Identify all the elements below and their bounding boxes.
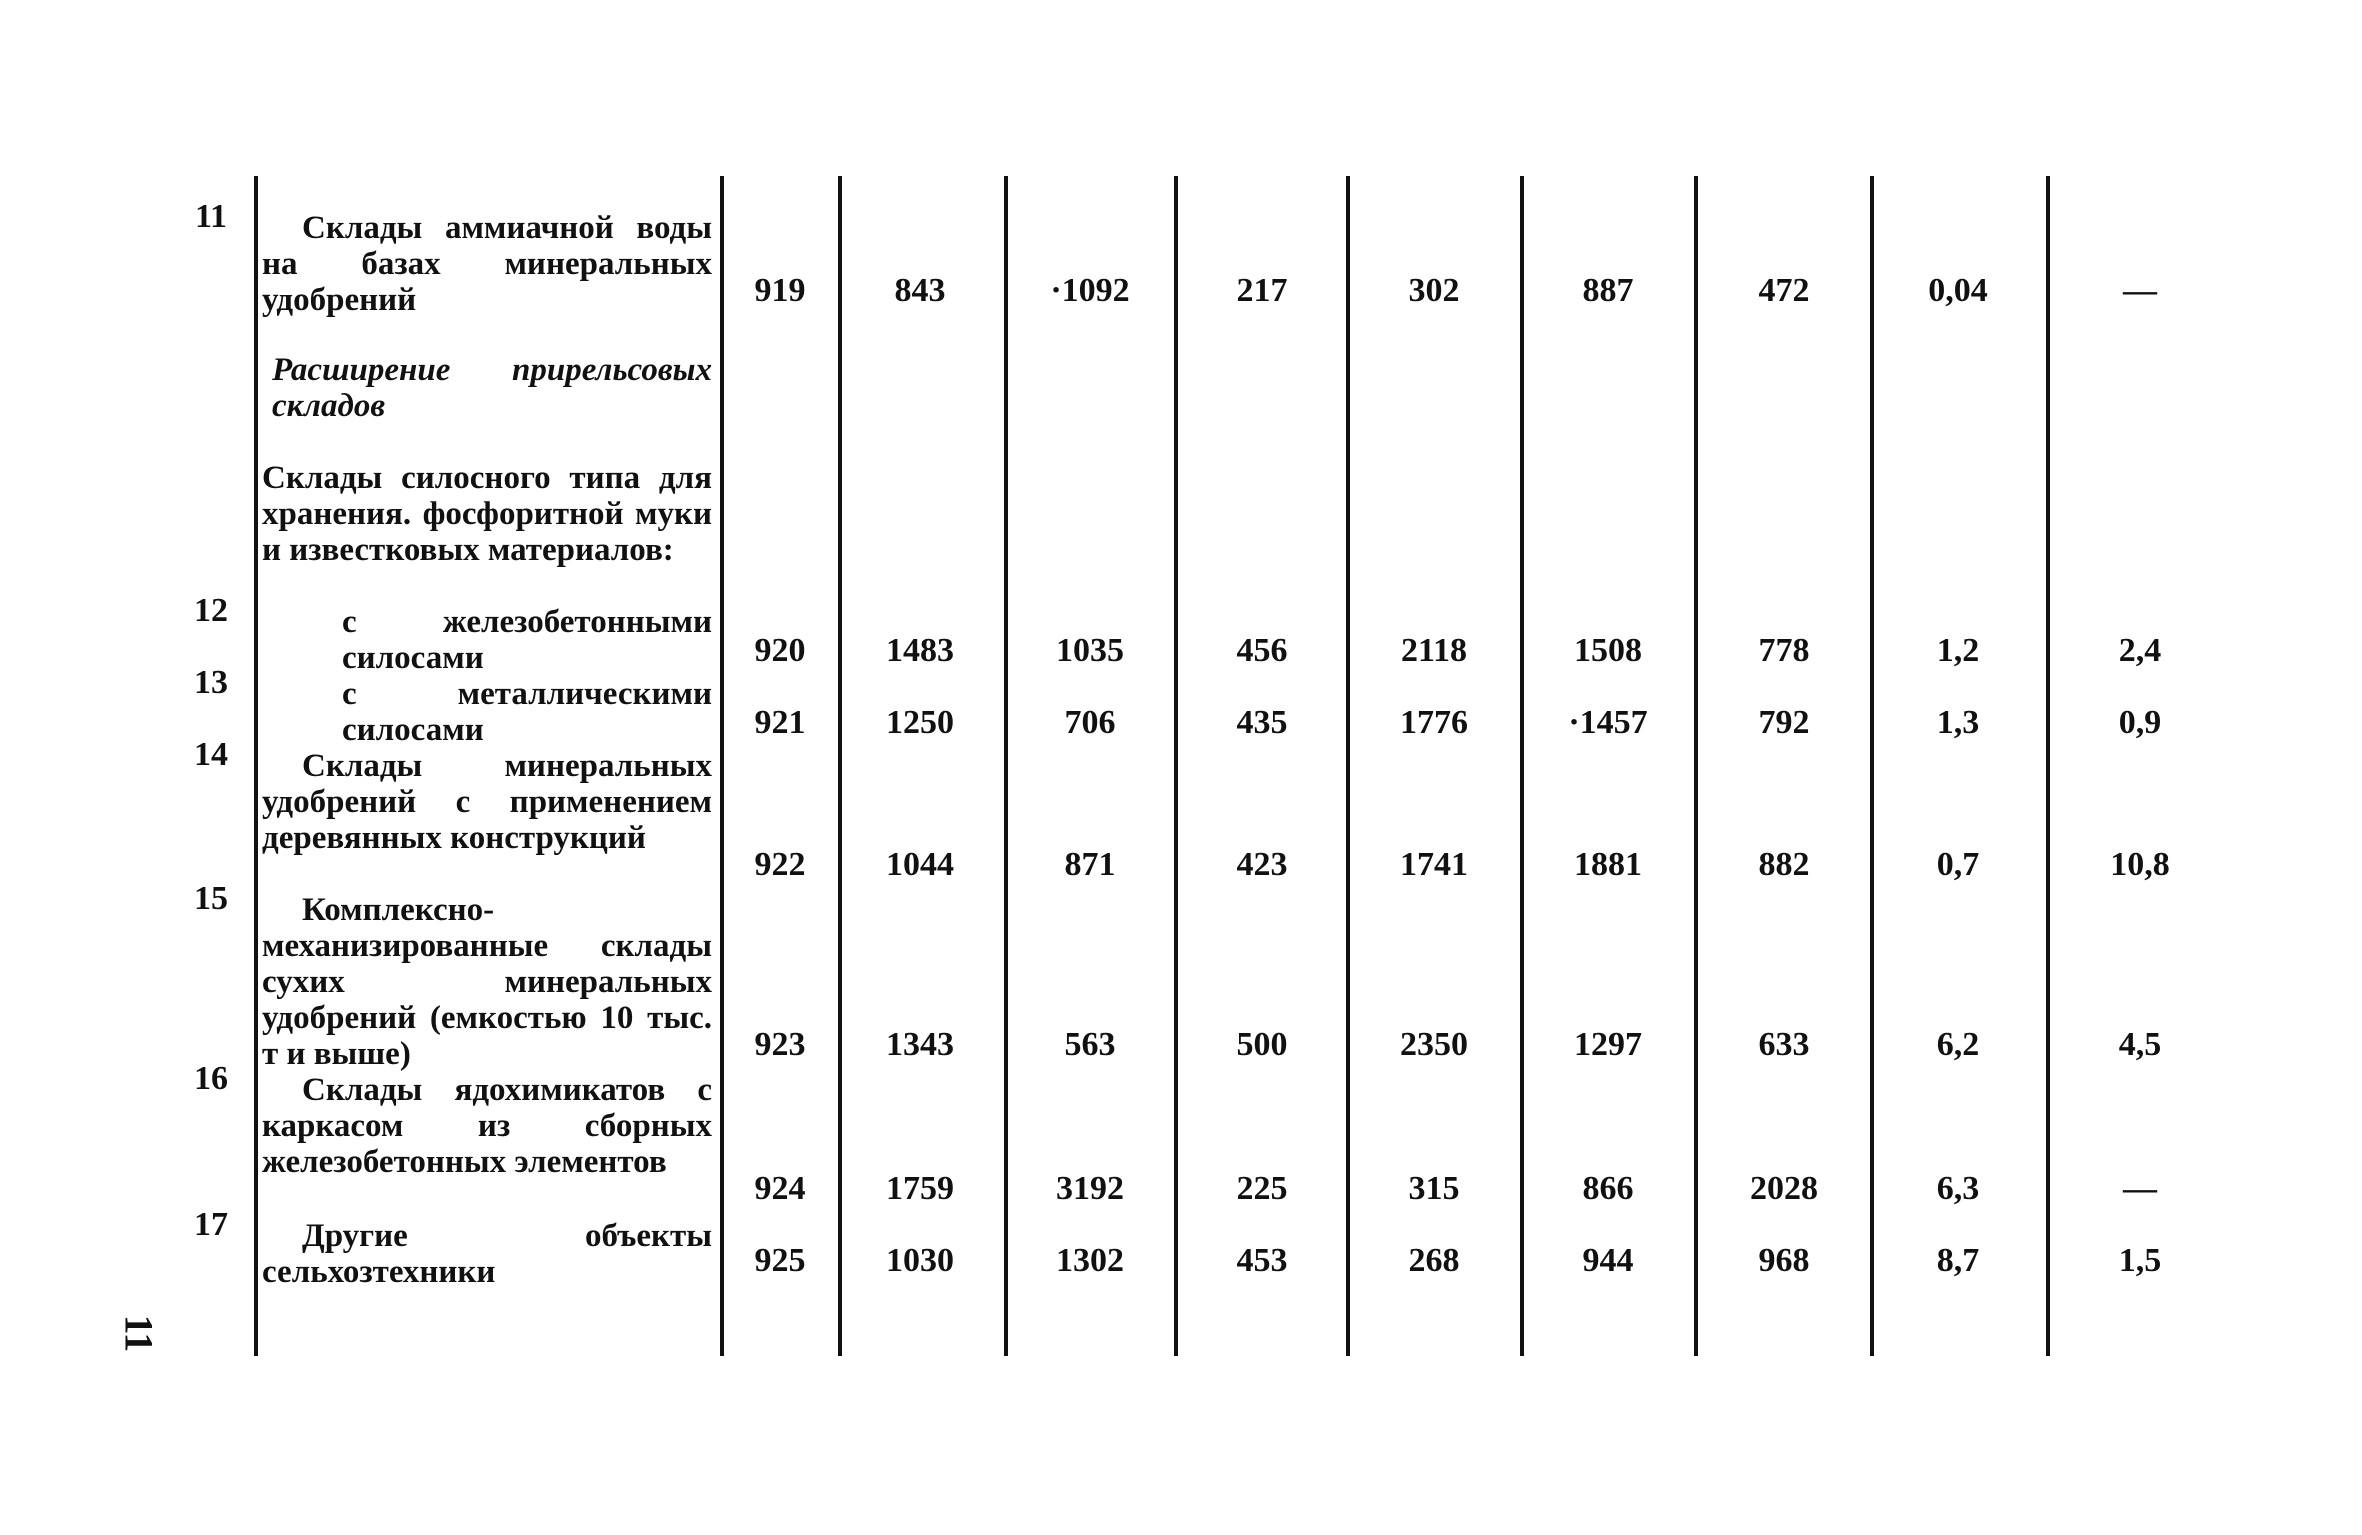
row-description: Другие объекты сельхозтехники	[262, 1218, 712, 1290]
row-code-cell: 920	[754, 632, 806, 669]
row-number: 12	[194, 592, 228, 629]
row-value-cell: 8,7	[1936, 1242, 1980, 1279]
column-rule-10	[2046, 176, 2050, 1356]
row-value-cell: 2350	[1400, 1026, 1468, 1063]
row-value-cell: 778	[1758, 632, 1810, 669]
row-value-cell: 1035	[1056, 632, 1124, 669]
row-number: 14	[194, 736, 228, 773]
row-value-cell: 1,2	[1936, 632, 1980, 669]
row-value-cell: 268	[1408, 1242, 1460, 1279]
row-description: Склады ядохимикатов с каркасом из сборных железобетонных элементов	[262, 1072, 712, 1180]
row-value-cell: 500	[1236, 1026, 1288, 1063]
row-value-cell: 1343	[886, 1026, 954, 1063]
row-value-cell: 453	[1236, 1242, 1288, 1279]
row-value-cell: 882	[1758, 846, 1810, 883]
row-value-cell: 1881	[1574, 846, 1642, 883]
row-value-cell: 1297	[1574, 1026, 1642, 1063]
row-value-cell: 2028	[1750, 1170, 1818, 1207]
row-value-cell: 887	[1582, 272, 1634, 309]
column-rule-8	[1694, 176, 1698, 1356]
row-value-cell: 871	[1064, 846, 1116, 883]
row-value-cell: 10,8	[2110, 846, 2170, 883]
row-value-cell: 456	[1236, 632, 1288, 669]
row-value-cell: 435	[1236, 704, 1288, 741]
row-value-cell: 1776	[1400, 704, 1468, 741]
row-code-cell: 919	[754, 272, 806, 309]
row-number: 17	[194, 1206, 228, 1243]
row-value-cell: 563	[1064, 1026, 1116, 1063]
row-value-cell: 4,5	[2118, 1026, 2162, 1063]
row-code-cell: 925	[754, 1242, 806, 1279]
row-value-cell: 792	[1758, 704, 1810, 741]
row-value-cell: 1,5	[2118, 1242, 2162, 1279]
row-value-cell: 1302	[1056, 1242, 1124, 1279]
row-value-cell: 843	[894, 272, 946, 309]
row-value-cell: 0,7	[1936, 846, 1980, 883]
row-description: Склады минеральных удобрений с применением деревянных конструкций	[262, 748, 712, 856]
row-value-cell: 866	[1582, 1170, 1634, 1207]
row-value-cell: 1508	[1574, 632, 1642, 669]
row-value-cell: 217	[1236, 272, 1288, 309]
row-value-cell: 472	[1758, 272, 1810, 309]
row-value-cell: 6,2	[1936, 1026, 1980, 1063]
row-number: 15	[194, 880, 228, 917]
row-description: с металлическими силосами	[342, 676, 712, 748]
row-value-cell: 1741	[1400, 846, 1468, 883]
row-value-cell: 225	[1236, 1170, 1288, 1207]
row-value-cell: 0,9	[2118, 704, 2162, 741]
column-rule-4	[1004, 176, 1008, 1356]
row-value-cell: 3192	[1056, 1170, 1124, 1207]
row-value-cell: 302	[1408, 272, 1460, 309]
row-code-cell: 922	[754, 846, 806, 883]
row-code-cell: 923	[754, 1026, 806, 1063]
row-code-cell: 924	[754, 1170, 806, 1207]
column-rule-5	[1174, 176, 1178, 1356]
row-value-cell: 1030	[886, 1242, 954, 1279]
row-value-cell: ·1092	[1050, 272, 1130, 309]
row-value-cell: ·1457	[1568, 704, 1648, 741]
row-value-cell: 944	[1582, 1242, 1634, 1279]
row-value-cell: 1,3	[1936, 704, 1980, 741]
row-value-cell: 0,04	[1928, 272, 1988, 309]
row-description: Склады аммиачной воды на базах минеральных удобрений	[262, 210, 712, 318]
row-value-cell: 1250	[886, 704, 954, 741]
row-value-cell: 6,3	[1936, 1170, 1980, 1207]
column-rule-1	[254, 176, 258, 1356]
page-number: 11	[116, 1314, 162, 1353]
row-code-cell: 921	[754, 704, 806, 741]
row-number: 16	[194, 1060, 228, 1097]
row-number: 13	[194, 664, 228, 701]
section-heading: Расширение прирельсовых складов	[272, 352, 712, 424]
row-value-cell: 968	[1758, 1242, 1810, 1279]
row-value-cell: 706	[1064, 704, 1116, 741]
row-description: Склады силосного типа для хранения. фосфоритной муки и известковых материалов:	[262, 460, 712, 568]
row-value-cell: 2,4	[2118, 632, 2162, 669]
row-value-cell: 2118	[1400, 632, 1468, 669]
row-value-cell: 1044	[886, 846, 954, 883]
column-rule-6	[1346, 176, 1350, 1356]
row-description: Комплексно-механизированные склады сухих минеральных удобрений (емкостью 10 тыс. т и выше)	[262, 892, 712, 1072]
row-value-cell: 1759	[886, 1170, 954, 1207]
row-value-cell: 1483	[886, 632, 954, 669]
row-value-cell: 315	[1408, 1170, 1460, 1207]
row-value-cell: 633	[1758, 1026, 1810, 1063]
column-rule-9	[1870, 176, 1874, 1356]
row-description: с железобетонными силосами	[342, 604, 712, 676]
row-value-cell: —	[2123, 272, 2157, 309]
row-number: 11	[194, 198, 228, 235]
column-rule-7	[1520, 176, 1524, 1356]
row-value-cell: —	[2123, 1170, 2157, 1207]
row-value-cell: 423	[1236, 846, 1288, 883]
